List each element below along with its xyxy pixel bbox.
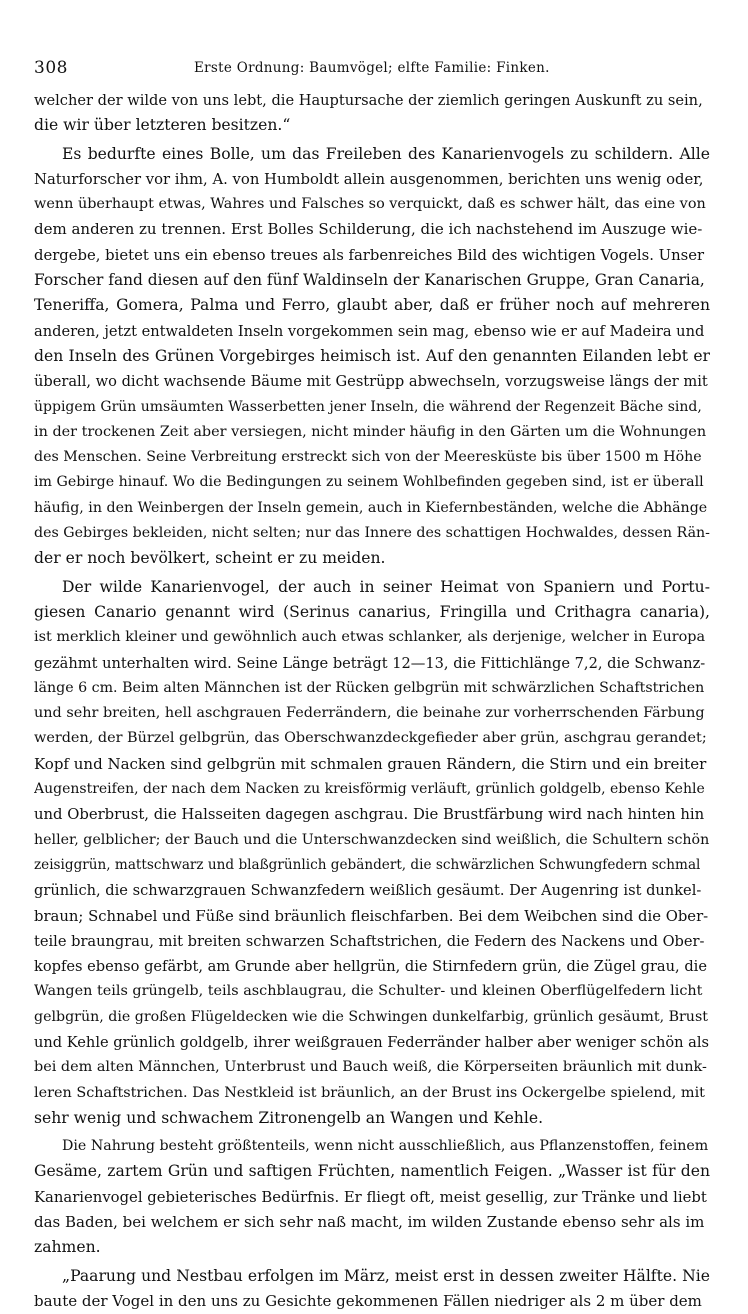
text-line: den Inseln des Grünen Vorgebirges heimisch ist. Auf den genannten Eilanden lebt er xyxy=(34,346,710,365)
text-line: der er noch bevölkert, scheint er zu meiden. xyxy=(34,549,386,568)
text-line: die wir über letzteren besitzen.“ xyxy=(34,116,291,135)
text-line: Kopf und Nacken sind gelbgrün mit schmalen grauen Rändern, die Stirn und ein breiter xyxy=(34,754,707,773)
text-line: und sehr breiten, hell aschgrauen Federrändern, die beinahe zur vorherrschenden Färbung xyxy=(34,705,705,722)
text-line: Wangen teils grüngelb, teils aschblaugrau, die Schulter- und kleinen Oberflügelfedern licht xyxy=(34,983,703,1000)
text-line: gezähmt unterhalten wird. Seine Länge beträgt 12—13, die Fittichlänge 7,2, die Schwanz- xyxy=(34,654,706,672)
text-line: teile braungrau, mit breiten schwarzen Schaftstrichen, die Federn des Nackens und Ober- xyxy=(34,932,705,950)
text-line: Teneriffa, Gomera, Palma und Ferro, glaubt aber, daß er früher noch auf mehreren xyxy=(34,296,710,315)
text-line: Augenstreifen, der nach dem Nacken zu kreisförmig verläuft, grünlich goldgelb, ebenso Kehle xyxy=(34,781,705,798)
text-line: überall, wo dicht wachsende Bäume mit Gestrüpp abwechseln, vorzugsweise längs der mit xyxy=(34,373,708,391)
text-line: im Gebirge hinauf. Wo die Bedingungen zu seinem Wohlbefinden gegeben sind, ist er überall xyxy=(34,474,704,491)
text-line: das Baden, bei welchem er sich sehr naß macht, im wilden Zustande ebenso sehr als im xyxy=(34,1213,705,1232)
text-line: Forscher fand diesen auf den fünf Waldinseln der Kanarischen Gruppe, Gran Canaria, xyxy=(34,271,705,290)
text-line: Naturforscher vor ihm, A. von Humboldt allein ausgenommen, berichten uns wenig oder, xyxy=(34,170,704,188)
text-line: sehr wenig und schwachem Zitronengelb an Wangen und Kehle. xyxy=(34,1108,544,1127)
text-line: kopfes ebenso gefärbt, am Grunde aber hellgrün, die Stirnfedern grün, die Zügel grau, die xyxy=(34,958,707,976)
text-line: Der wilde Kanarienvogel, der auch in seiner Heimat von Spaniern und Portu- xyxy=(62,577,710,596)
text-line: häufig, in den Weinbergen der Inseln gemein, auch in Kiefernbeständen, welche die Abhänge xyxy=(34,499,708,516)
text-line: und Oberbrust, die Halsseiten dagegen aschgrau. Die Brustfärbung wird nach hinten hin xyxy=(34,806,705,824)
text-line: und Kehle grünlich goldgelb, ihrer weißgrauen Federränder halber aber weniger schön als xyxy=(34,1033,710,1051)
text-line: welcher der wilde von uns lebt, die Hauptursache der ziemlich geringen Auskunft zu sein, xyxy=(34,92,703,109)
text-line: des Gebirges bekleiden, nicht selten; nur das Innere des schattigen Hochwaldes, dessen Rän- xyxy=(34,525,710,542)
text-line: bei dem alten Männchen, Unterbrust und Bauch weiß, die Körperseiten bräunlich mit dunk- xyxy=(34,1059,707,1076)
text-line: wenn überhaupt etwas, Wahres und Falsches so verquickt, daß es schwer hält, das eine von xyxy=(34,196,706,213)
text-line: Es bedurfte eines Bolle, um das Freileben des Kanarienvogels zu schildern. Alle xyxy=(62,144,710,163)
page-number: 308 xyxy=(34,58,68,78)
text-line: anderen, jetzt entwaldeten Inseln vorgekommen sein mag, ebenso wie er auf Madeira und xyxy=(34,322,705,340)
text-line: Gesäme, zartem Grün und saftigen Früchten, namentlich Feigen. „Wasser ist für den xyxy=(34,1162,710,1181)
paragraph xyxy=(34,88,710,139)
paragraph xyxy=(34,142,710,572)
text-line: giesen Canario genannt wird (Serinus canarius, Fringilla und Crithagra canaria), xyxy=(34,602,710,621)
paragraph xyxy=(34,575,710,1132)
text-line: in der trockenen Zeit aber versiegen, nicht minder häufig in den Gärten um die Wohnungen xyxy=(34,423,707,440)
text-line: Kanarienvogel gebieterisches Bedürfnis. Er fliegt oft, meist gesellig, zur Tränke und liebt xyxy=(34,1188,707,1206)
text-line: baute der Vogel in den uns zu Gesichte gekommenen Fällen niedriger als 2 m über dem xyxy=(34,1291,702,1310)
text-line: „Paarung und Nestbau erfolgen im März, meist erst in dessen zweiter Hälfte. Nie xyxy=(62,1266,710,1285)
text-line: werden, der Bürzel gelbgrün, das Oberschwanzdeckgefieder aber grün, aschgrau gerandet; xyxy=(34,730,707,747)
text-line: dem anderen zu trennen. Erst Bolles Schilderung, die ich nachstehend im Auszuge wie- xyxy=(34,220,703,239)
text-line: üppigem Grün umsäumten Wasserbetten jener Inseln, die während der Regenzeit Bäche sind, xyxy=(34,398,702,415)
text-line: leren Schaftstrichen. Das Nestkleid ist bräunlich, an der Brust ins Ockergelbe spielend, mit xyxy=(34,1084,705,1101)
page-header xyxy=(34,52,714,82)
text-line: gelbgrün, die großen Flügeldecken wie die Schwingen dunkelfarbig, grünlich gesäumt, Brust xyxy=(34,1008,708,1025)
text-line: Die Nahrung besteht größtenteils, wenn nicht ausschließlich, aus Pflanzenstoffen, feinem xyxy=(62,1138,709,1155)
text-line: braun; Schnabel und Füße sind bräunlich fleischfarben. Bei dem Weibchen sind die Ober- xyxy=(34,907,709,925)
text-line: ist merklich kleiner und gewöhnlich auch etwas schlanker, als derjenige, welcher in Europa xyxy=(34,629,706,646)
body-text xyxy=(34,88,710,1314)
paragraph xyxy=(34,1264,710,1314)
text-line: grünlich, die schwarzgrauen Schwanzfedern weißlich gesäumt. Der Augenring ist dunkel- xyxy=(34,882,702,900)
text-line: dergebe, bietet uns ein ebenso treues als farbenreiches Bild des wichtigen Vogels. Unser xyxy=(34,246,705,264)
text-line: länge 6 cm. Beim alten Männchen ist der Rücken gelbgrün mit schwärzlichen Schaftstrichen xyxy=(34,679,705,696)
text-line: zeisiggrün, mattschwarz und blaßgrünlich gebändert, die schwärzlichen Schwungfedern schmal xyxy=(34,856,701,873)
text-line: heller, gelblicher; der Bauch und die Unterschwanzdecken sind weißlich, die Schultern schön xyxy=(34,831,710,848)
paragraph xyxy=(34,1134,710,1260)
running-head: Erste Ordnung: Baumvögel; elfte Familie: Finken. xyxy=(194,60,550,76)
text-line: zahmen. xyxy=(34,1238,101,1257)
text-line: des Menschen. Seine Verbreitung erstreckt sich von der Meeresküste bis über 1500 m Höhe xyxy=(34,449,702,466)
